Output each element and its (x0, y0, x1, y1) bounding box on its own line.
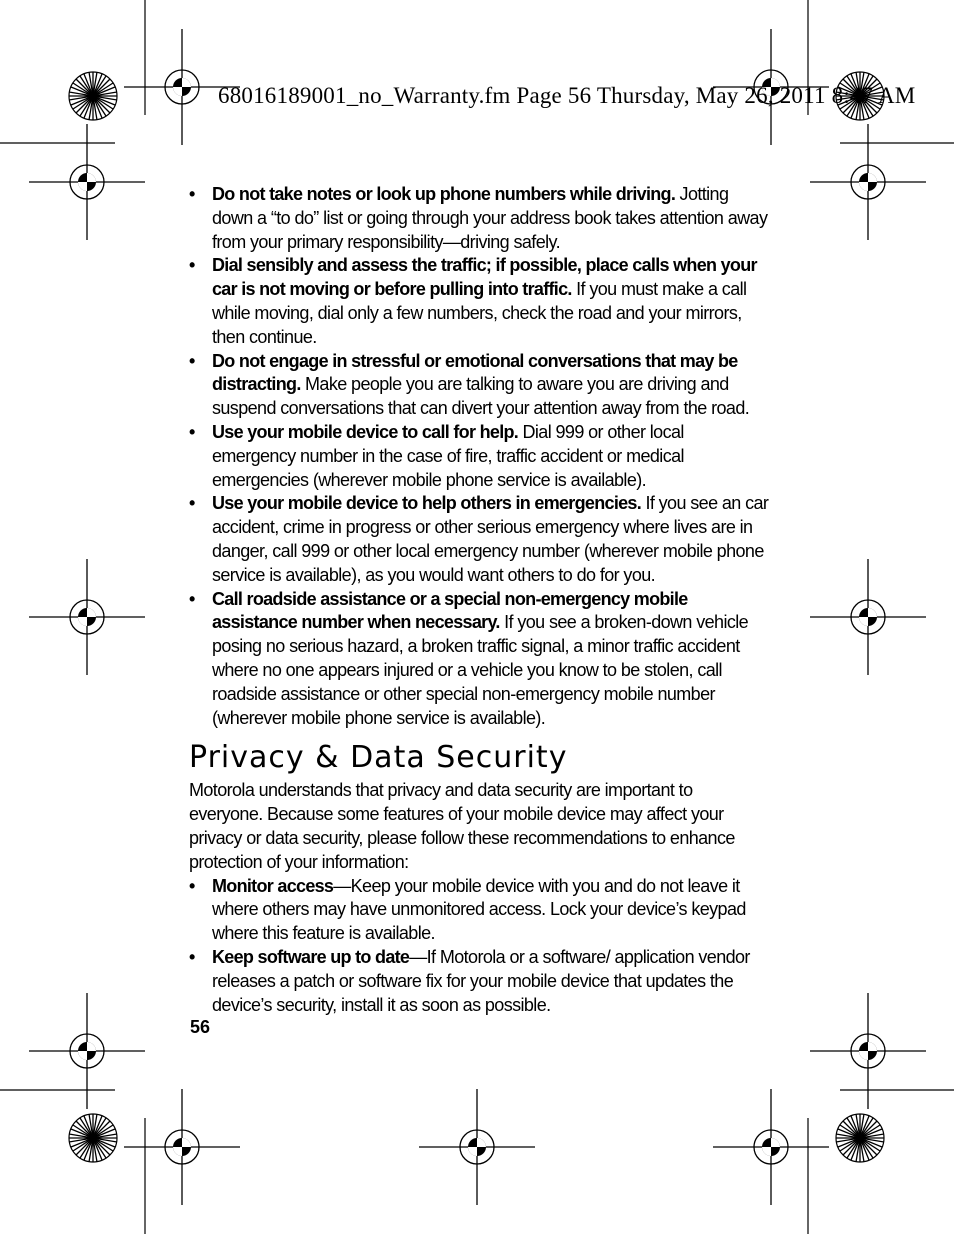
bullet-icon: • (189, 946, 195, 967)
item-body: —Keep your mobile device with you and do not leave it where others may have unmonitored access. Lock your device’s keypad where this feature is available. (212, 875, 746, 944)
item-heading: Do not take notes or look up phone numbers while driving. (212, 184, 676, 204)
list-item (189, 183, 769, 254)
list-item (189, 588, 769, 731)
bullet-icon: • (189, 255, 195, 276)
item-heading: Do not engage in stressful or emotional conversations that may be distracting. (212, 350, 738, 395)
section-intro: Motorola understands that privacy and data security are important to everyone. Because some features of your mobile device may affect your privacy or data security, please follow these recommendations to enhance protection of your information: (189, 780, 735, 872)
item-body: If you see an car accident, crime in progress or other serious emergency where lives are in danger, call 999 or other local emergency number (wherever mobile phone service is available), as you would want others to do for you. (212, 493, 769, 585)
item-body: Make people you are talking to aware you are driving and suspend conversations that can divert your attention away from the road. (212, 374, 750, 419)
bullet-icon: • (189, 184, 195, 204)
item-heading: Keep software up to date (212, 946, 410, 967)
list-item (189, 946, 769, 1017)
bullet-icon: • (189, 493, 195, 514)
item-body: Dial 999 or other local emergency number in the case of fire, traffic accident or medical emergencies (wherever mobile phone service is available). (212, 421, 684, 490)
privacy-list (189, 875, 769, 1018)
section-title: Privacy & Data Security (189, 740, 568, 776)
corner-star-mark (69, 1114, 117, 1162)
item-heading: Monitor access (212, 875, 334, 896)
page-number: 56 (190, 1017, 211, 1037)
bullet-icon: • (189, 421, 195, 442)
list-item (189, 350, 769, 421)
bullet-icon: • (189, 350, 195, 371)
list-item (189, 421, 769, 492)
item-heading: Call roadside assistance or a special non-emergency mobile assistance number when necessary. (212, 588, 688, 633)
print-header: 68016189001_no_Warranty.fm Page 56 Thursday, May 26, 2011 8:47 AM (218, 83, 916, 108)
item-body: Jotting down a “to do” list or going through your address book takes attention away from your primary responsibility—driving safely. (212, 184, 768, 252)
item-heading: Use your mobile device to call for help. (212, 421, 519, 442)
page-content (189, 183, 769, 1017)
bullet-icon: • (189, 588, 195, 609)
item-heading: Dial sensibly and assess the traffic; if possible, place calls when your car is not moving or before pulling into traffic. (212, 255, 757, 300)
corner-star-mark (69, 72, 117, 120)
driving-safety-list (189, 183, 769, 730)
item-body: If you see a broken-down vehicle posing no serious hazard, a broken traffic signal, a minor traffic accident where no one appears injured or a vehicle you know to be stolen, call roadside assistance or other special non-emergency mobile number (wherever mobile phone service is available). (212, 612, 749, 728)
item-body: —If Motorola or a software/ application vendor releases a patch or software fix for your mobile device that updates the device’s security, install it as soon as possible. (212, 946, 750, 1015)
corner-star-mark (836, 1114, 884, 1162)
list-item (189, 254, 769, 349)
item-body: If you must make a call while moving, dial only a few numbers, check the road and your mirrors, then continue. (212, 279, 747, 347)
item-heading: Use your mobile device to help others in emergencies. (212, 493, 642, 514)
bullet-icon: • (189, 875, 195, 896)
list-item (189, 875, 769, 946)
list-item (189, 492, 769, 587)
